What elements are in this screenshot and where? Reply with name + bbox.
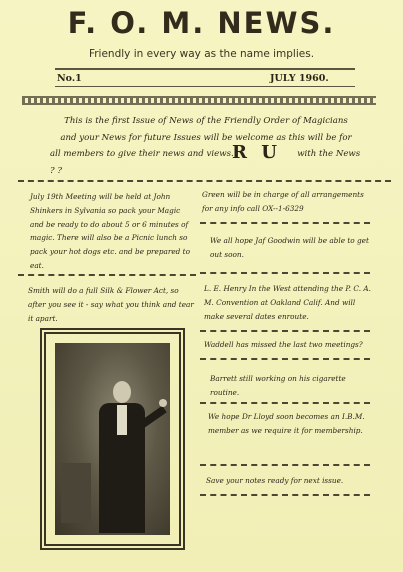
divider [55,86,355,87]
magician-photo-frame [40,328,185,550]
intro-text: with the News ? ? [50,149,361,176]
intro-paragraph [46,113,366,179]
barrett-notice: Barrett still working on his cigarette routine. [210,374,346,397]
goodwin-notice: We all hope Jaf Goodwin will be able to get out soon. [210,236,369,259]
divider [200,330,370,332]
divider [55,68,355,70]
divider [200,222,370,224]
greek-key-border [22,96,376,105]
divider [200,464,370,466]
divider [18,180,391,182]
intro-line: and your News for future Issues will be welcome as this will be for [60,132,352,143]
magician-photo [55,343,170,535]
waddell-notice: Waddell has missed the last two meetings? [204,340,363,349]
divider [200,494,370,496]
smith-notice: Smith will do a full Silk & Flower Act, so after you see it - say what you think and tear it apart. [28,286,194,323]
lloyd-notice: We hope Dr Lloyd soon becomes an I.B.M. member as we require it for membership. [208,412,365,435]
issue-number: No.1 [57,73,82,84]
intro-line: This is the first Issue of News of the Friendly Order of Magicians [64,116,348,126]
henry-notice: L. E. Henry In the West attending the P. C. A. M. Convention at Oakland Calif. And will make several dates enroute. [204,284,371,321]
ru-heading: R U [232,142,281,163]
meeting-notice: July 19th Meeting will be held at John Shinkers in Sylvania so pack your Magic and be ready to do about 5 or 6 minutes of magic. There will also be a Picnic lunch so pack your hot dogs etc. and be prepared to eat. [30,192,190,270]
newsletter-title: F. O. M. NEWS. [67,6,336,40]
divider [200,272,370,274]
newsletter-tagline: Friendly in every way as the name implies. [88,48,315,60]
divider [200,358,370,360]
next-issue-notice: Save your notes ready for next issue. [206,476,344,485]
divider [200,402,370,404]
issue-date: JULY 1960. [270,73,329,84]
divider [18,274,196,276]
intro-text: all members to give their news and views. [50,149,234,159]
green-notice: Green will be in charge of all arrangements for any info call OX--1-6329 [202,190,364,213]
intro-line [46,146,366,179]
